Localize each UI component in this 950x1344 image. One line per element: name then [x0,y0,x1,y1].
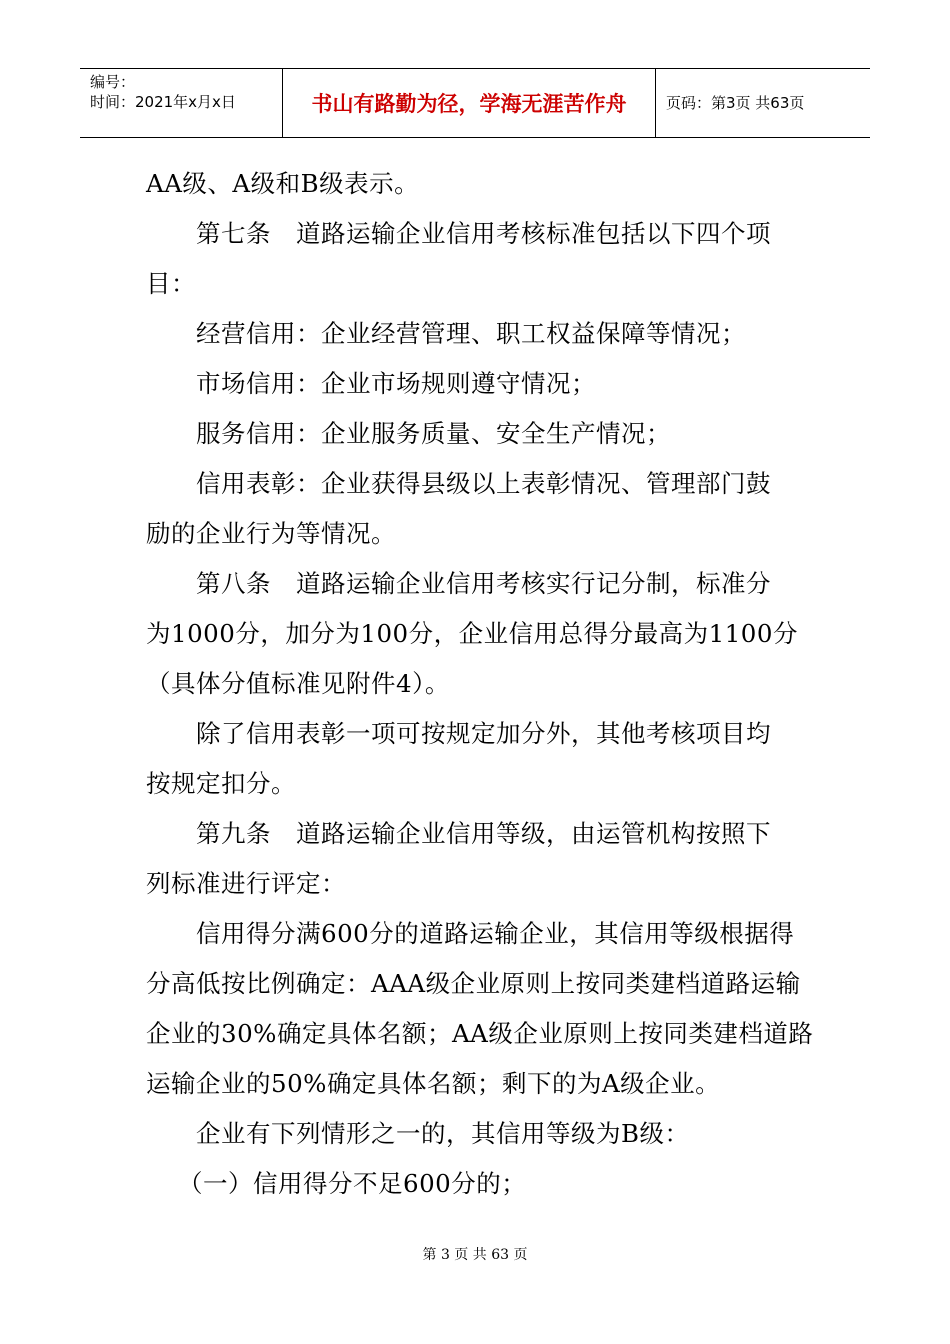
article-7-heading: 第七条 道路运输企业信用考核标准包括以下四个项 [196,219,771,248]
body-line: （具体分值标准见附件4）。 [146,669,450,698]
header-motto: 书山有路勤为径，学海无涯苦作舟 [311,92,627,116]
header-page-cell [656,69,870,137]
list-item-condition-1: （一）信用得分不足600分的； [178,1169,527,1198]
body-line: 目： [146,269,196,298]
body-line: AA级、A级和B级表示。 [146,169,420,198]
header-motto-cell [283,69,656,137]
body-line: 除了信用表彰一项可按规定加分外，其他考核项目均 [196,719,771,748]
body-line: 按规定扣分。 [146,769,296,798]
body-line: 运输企业的50%确定具体名额；剩下的为A级企业。 [146,1069,721,1098]
list-item-service-credit: 服务信用：企业服务质量、安全生产情况； [196,419,671,448]
article-8-heading: 第八条 道路运输企业信用考核实行记分制，标准分 [196,569,771,598]
body-line: 励的企业行为等情况。 [146,519,396,548]
list-item-market-credit: 市场信用：企业市场规则遵守情况； [196,369,596,398]
body-line: 列标准进行评定： [146,869,346,898]
list-item-credit-commendation: 信用表彰：企业获得县级以上表彰情况、管理部门鼓 [196,469,771,498]
serial-number-label: 编号： [90,73,136,91]
header-left-cell [80,69,283,137]
body-line: 企业的30%确定具体名额；AA级企业原则上按同类建档道路 [146,1019,814,1048]
body-line: 分高低按比例确定：AAA级企业原则上按同类建档道路运输 [146,969,801,998]
body-line: 为1000分，加分为100分，企业信用总得分最高为1100分 [146,619,798,648]
body-line: 企业有下列情形之一的，其信用等级为B级： [196,1119,690,1148]
article-9-heading: 第九条 道路运输企业信用等级，由运管机构按照下 [196,819,771,848]
page-footer: 第 3 页 共 63 页 [422,1247,528,1263]
list-item-business-credit: 经营信用：企业经营管理、职工权益保障等情况； [196,319,746,348]
header-page-info: 页码：第3页 共63页 [666,94,805,112]
date-label: 时间：2021年x月x日 [90,93,236,111]
body-line: 信用得分满600分的道路运输企业，其信用等级根据得 [196,919,795,948]
page-header [80,68,870,138]
